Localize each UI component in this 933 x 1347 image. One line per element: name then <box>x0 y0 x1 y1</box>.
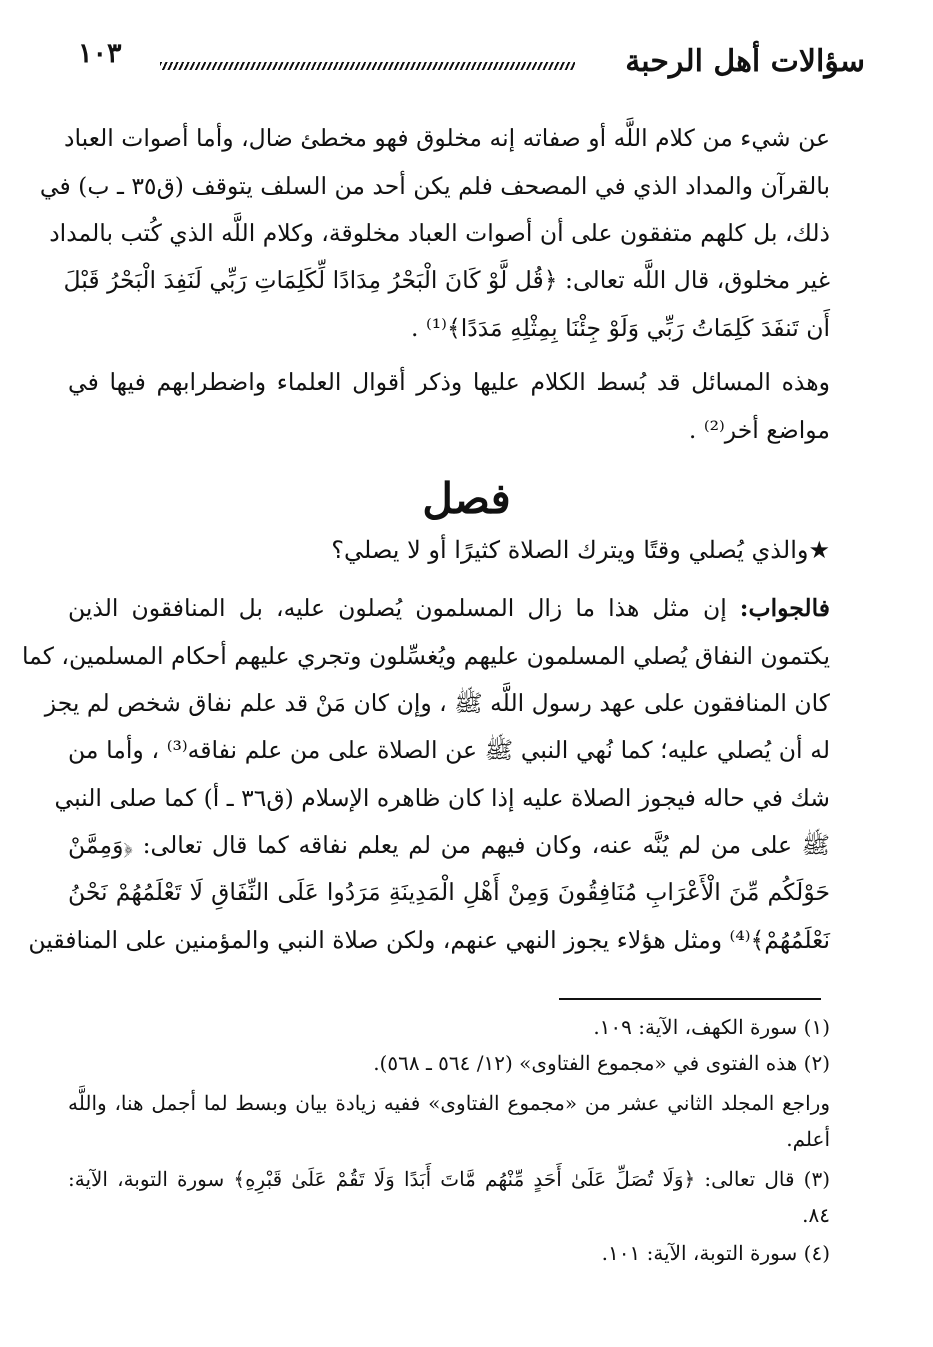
body-line: وهذه المسائل قد بُسط الكلام عليها وذكر أقوال العلماء واضطرابهم فيها في <box>68 368 830 396</box>
answer-label: فالجواب: <box>739 594 830 622</box>
footnote-2: (٢) هذه الفتوى في «مجموع الفتاوى» (١٢/ ٥٦٤ ـ ٥٦٨). <box>373 1051 830 1075</box>
footnote-1: (١) سورة الكهف، الآية: ١٠٩. <box>593 1015 830 1039</box>
answer-line: نَعْلَمُهُمْ﴾⁽⁴⁾ ومثل هؤلاء يجوز النهي عنهم، ولكن صلاة النبي والمؤمنين على المنافقين <box>28 926 830 954</box>
footnote-separator <box>559 998 821 1000</box>
footnote-2-continuation: أعلم. <box>786 1127 830 1151</box>
answer-line: شك في حاله فيجوز الصلاة عليه إذا كان ظاهره الإسلام (ق٣٦ ـ أ) كما صلى النبي <box>54 784 830 812</box>
section-heading: فصل <box>422 474 511 523</box>
running-title: سؤالات أهل الرحبة <box>625 44 865 79</box>
answer-first-line <box>68 588 830 628</box>
answer-line: حَوْلَكُم مِّنَ الْأَعْرَابِ مُنَافِقُونَ وَمِنْ أَهْلِ الْمَدِينَةِ مَرَدُوا عَلَى النِّفَاقِ لَا تَعْلَمُهُمْ نَحْنُ <box>68 878 830 906</box>
page-number: ١٠٣ <box>78 38 122 69</box>
body-line: غير مخلوق، قال اللَّه تعالى: ﴿قُل لَّوْ كَانَ الْبَحْرُ مِدَادًا لِّكَلِمَاتِ رَبِّي لَنَفِدَ الْبَحْرُ قَبْلَ <box>63 266 830 294</box>
body-line: مواضع أخر⁽²⁾ . <box>688 416 830 444</box>
body-line: بالقرآن والمداد الذي في المصحف فلم يكن أحد من السلف يتوقف (ق٣٥ ـ ب) في <box>39 172 830 200</box>
question-line: ★والذي يُصلي وقتًا ويترك الصلاة كثيرًا أو لا يصلي؟ <box>331 536 830 564</box>
answer-line: كان المنافقون على عهد رسول اللَّه ﷺ ، وإن كان مَنْ قد علم نفاق شخص لم يجز <box>44 689 830 717</box>
answer-first-text: إن مثل هذا ما زال المسلمون يُصلون عليه، بل المنافقون الذين <box>68 594 740 622</box>
footnote-4: (٤) سورة التوبة، الآية: ١٠١. <box>601 1241 830 1265</box>
header-rule <box>160 62 575 70</box>
footnote-3: (٣) قال تعالى: ﴿وَلَا تُصَلِّ عَلَىٰ أَحَدٍ مِّنْهُم مَّاتَ أَبَدًا وَلَا تَقُمْ عَلَىٰ قَبْرِهِ﴾ سورة التوبة، الآية: <box>68 1167 830 1191</box>
body-line: عن شيء من كلام اللَّه أو صفاته إنه مخلوق فهو مخطئ ضال، وأما أصوات العباد <box>64 124 830 152</box>
footnote-2-continuation: وراجع المجلد الثاني عشر من «مجموع الفتاوى» ففيه زيادة بيان وبسط لما أجمل هنا، واللَّه <box>68 1091 830 1115</box>
answer-line: له أن يُصلي عليه؛ كما نُهي النبي ﷺ عن الصلاة على من علم نفاقه⁽³⁾ ، وأما من <box>68 736 830 764</box>
answer-line: ﷺ على من لم يُنَّه عنه، وكان فيهم من لم يعلم نفاقه كما قال تعالى: ﴿وَمِمَّنْ <box>68 831 830 859</box>
footnote-3-continuation: ٨٤. <box>802 1203 830 1227</box>
body-line: أَن تَنفَدَ كَلِمَاتُ رَبِّي وَلَوْ جِئْنَا بِمِثْلِهِ مَدَدًا﴾⁽¹⁾ . <box>411 314 830 342</box>
body-line: ذلك، بل كلهم متفقون على أن أصوات العباد مخلوقة، وكلام اللَّه الذي كُتب بالمداد <box>49 219 830 247</box>
answer-line: يكتمون النفاق يُصلي المسلمون عليهم ويُغسِّلون وتجري عليهم أحكام المسلمين، كما <box>21 642 830 670</box>
